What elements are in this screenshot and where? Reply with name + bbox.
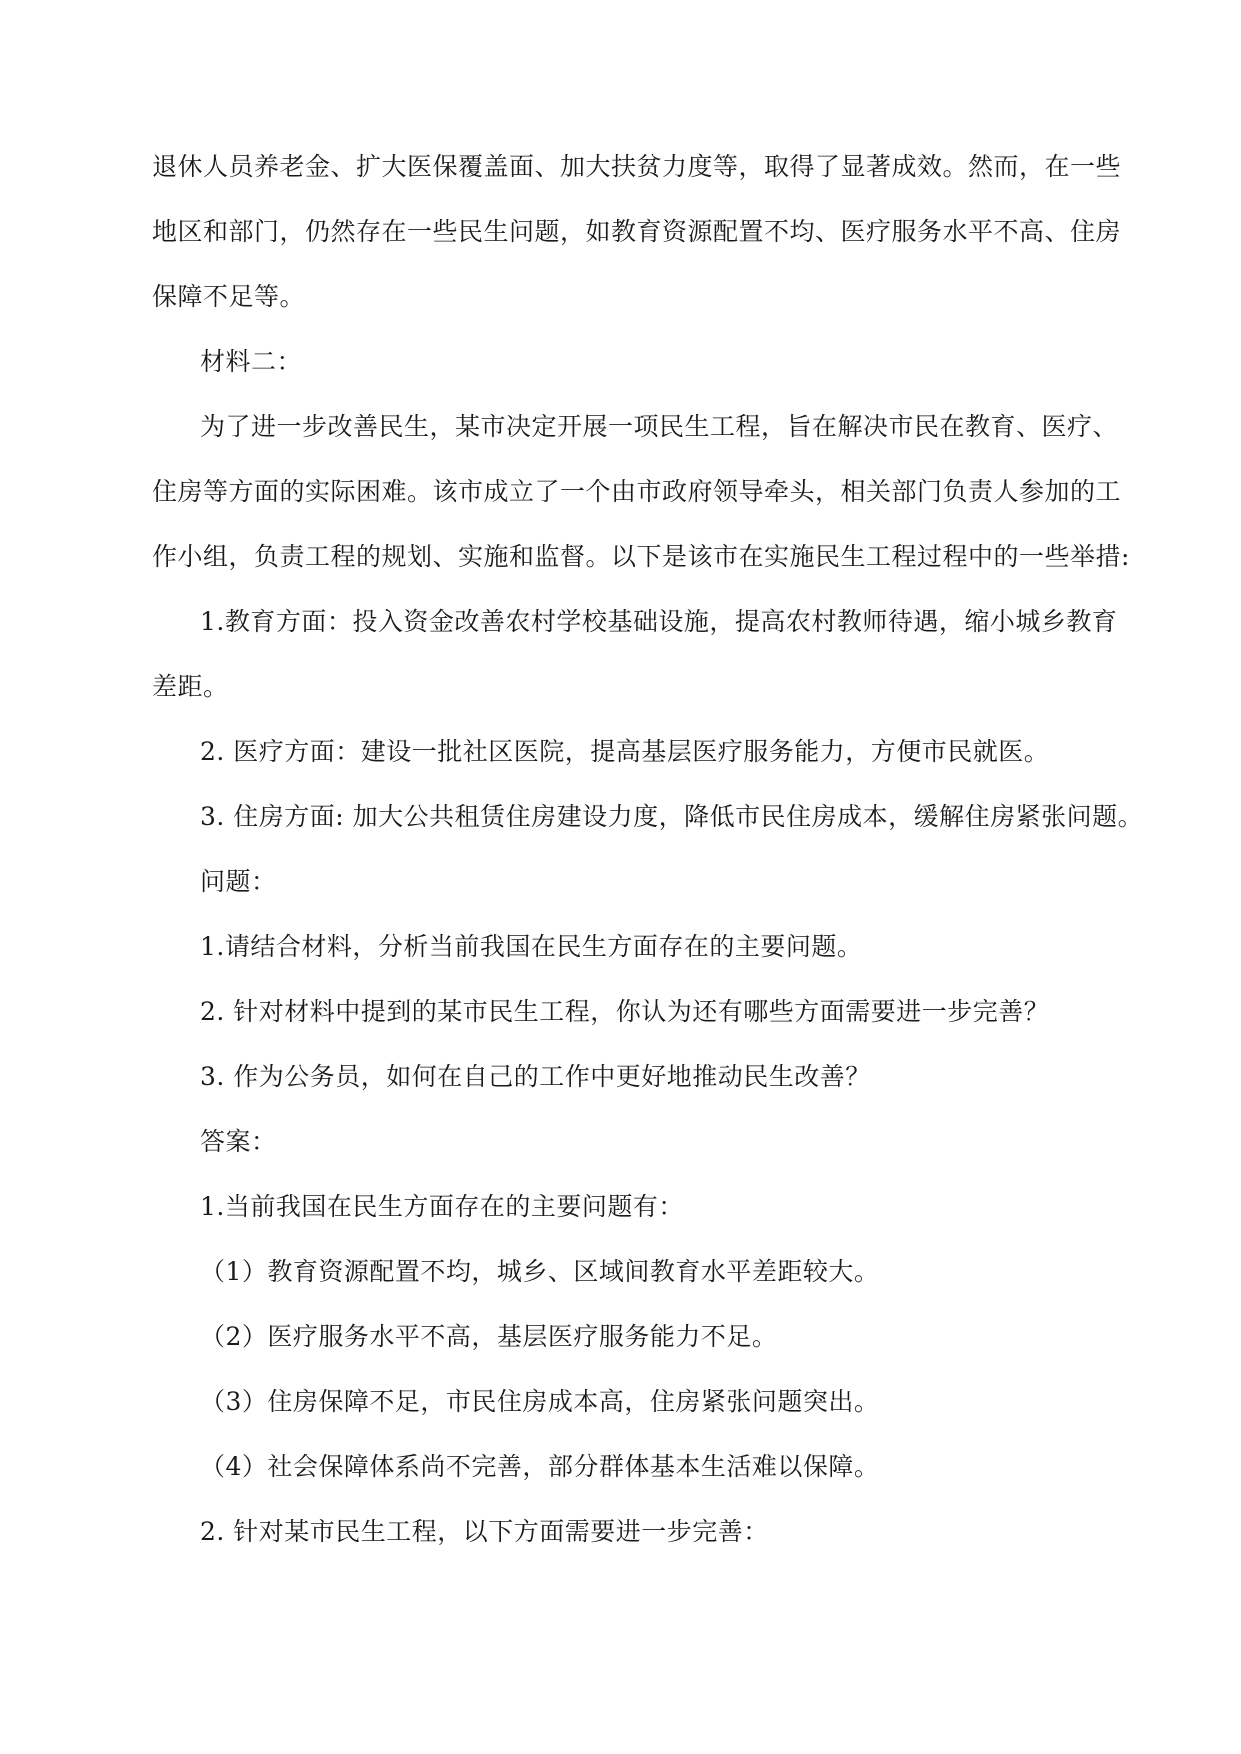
paragraph-line: 地区和部门，仍然存在一些民生问题，如教育资源配置不均、医疗服务水平不高、住房 bbox=[152, 217, 1122, 246]
measure-item-housing: 3. 住房方面: 加大公共租赁住房建设力度，降低市民住房成本，缓解住房紧张问题。 bbox=[200, 802, 1144, 831]
answer-subitem-1: （1）教育资源配置不均，城乡、区域间教育水平差距较大。 bbox=[200, 1257, 880, 1286]
answer-item-2: 2. 针对某市民生工程，以下方面需要进一步完善： bbox=[200, 1517, 769, 1546]
question-item-2: 2. 针对材料中提到的某市民生工程，你认为还有哪些方面需要进一步完善？ bbox=[200, 997, 1050, 1026]
answer-subitem-3: （3）住房保障不足，市民住房成本高，住房紧张问题突出。 bbox=[200, 1387, 880, 1416]
answer-subitem-4: （4）社会保障体系尚不完善，部分群体基本生活难以保障。 bbox=[200, 1452, 880, 1481]
question-item-3: 3. 作为公务员，如何在自己的工作中更好地推动民生改善？ bbox=[200, 1062, 871, 1091]
section-heading-questions: 问题： bbox=[200, 867, 277, 896]
paragraph-line: 保障不足等。 bbox=[152, 282, 306, 311]
paragraph-line: 作小组，负责工程的规划、实施和监督。以下是该市在实施民生工程过程中的一些举措: bbox=[152, 542, 1130, 571]
section-heading-answers: 答案： bbox=[200, 1127, 277, 1156]
answer-item-1: 1.当前我国在民生方面存在的主要问题有： bbox=[200, 1192, 684, 1221]
paragraph-line: 退休人员养老金、扩大医保覆盖面、加大扶贫力度等，取得了显著成效。然而，在一些 bbox=[152, 152, 1122, 181]
measure-item-education-continued: 差距。 bbox=[152, 672, 229, 701]
question-item-1: 1.请结合材料，分析当前我国在民生方面存在的主要问题。 bbox=[200, 932, 863, 961]
paragraph-line: 为了进一步改善民生，某市决定开展一项民生工程，旨在解决市民在教育、医疗、 bbox=[200, 412, 1119, 441]
answer-subitem-2: （2）医疗服务水平不高，基层医疗服务能力不足。 bbox=[200, 1322, 778, 1351]
paragraph-line: 住房等方面的实际困难。该市成立了一个由市政府领导牵头，相关部门负责人参加的工 bbox=[152, 477, 1122, 506]
measure-item-medical: 2. 医疗方面：建设一批社区医院，提高基层医疗服务能力，方便市民就医。 bbox=[200, 737, 1050, 766]
section-heading-material-two: 材料二： bbox=[200, 347, 303, 376]
measure-item-education: 1.教育方面：投入资金改善农村学校基础设施，提高农村教师待遇，缩小城乡教育 bbox=[200, 607, 1118, 636]
